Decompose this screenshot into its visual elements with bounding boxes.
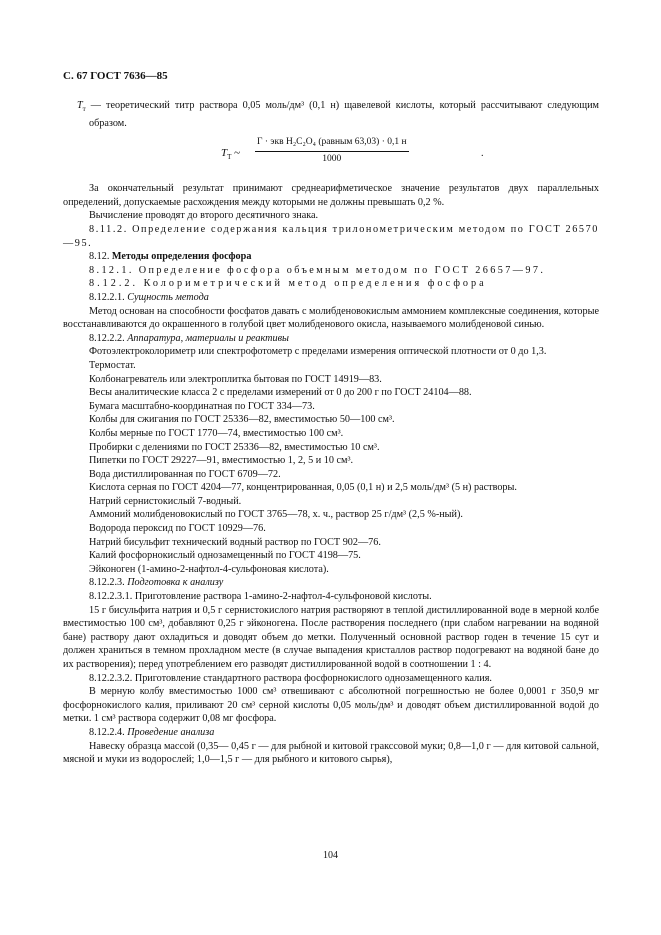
section-number: 8.12.2.2.	[89, 332, 128, 344]
symbol-t: Т	[77, 100, 83, 111]
list-item: Пробирки с делениями по ГОСТ 25336—82, вместимостью 10 см³.	[89, 441, 380, 453]
section-8-12-2-3	[63, 576, 599, 590]
definition-tt	[63, 99, 599, 130]
paragraph-calc: Вычисление проводят до второго десятичного знака.	[89, 210, 319, 222]
paragraph-method: Метод основан на способности фосфатов давать с молибденовокислым аммонием комплексные соединения, которые восстанавливаются до окрашенного в голубой цвет молибденового окисла, называемого молибденовой синью.	[63, 305, 599, 331]
list-item: Колбы мерные по ГОСТ 1770—74, вместимостью 100 см³.	[89, 427, 344, 439]
list-item: Натрий бисульфит технический водный раствор по ГОСТ 902—76.	[89, 536, 381, 548]
page-header: С. 67 ГОСТ 7636—85	[63, 70, 168, 82]
symbol-t-sub: т	[82, 105, 86, 114]
section-8-11-2: 8.11.2. Определение содержания кальция трилонометрическим методом по ГОСТ 26570—95.	[63, 224, 599, 249]
section-title: Аппаратура, материалы и реактивы	[127, 332, 289, 344]
list-item: Аммоний молибденовокислый по ГОСТ 3765—78, х. ч., раствор 25 г/дм³ (2,5 %-ный).	[89, 509, 463, 521]
section-title: Подготовка к анализу	[127, 577, 224, 589]
paragraph-standard-solution: В мерную колбу вместимостью 1000 см³ отвешивают с абсолютной погрешностью не более 0,0001 г 350,9 мг фосфорнокислого калия, приливают 20 см³ серной кислоты 0,05 моль/дм³ и доводят объем дистиллированной водой до метки. 1 см³ раствора содержит 0,08 мг фосфора.	[63, 686, 599, 725]
list-item: Калий фосфорнокислый однозамещенный по ГОСТ 4198—75.	[89, 550, 361, 562]
list-item: Колбонагреватель или электроплитка бытовая по ГОСТ 14919—83.	[89, 373, 382, 385]
list-item: Фотоэлектроколориметр или спектрофотометр с пределами измерения оптической плотности от 0 до 1,3.	[89, 346, 547, 358]
section-8-12-2-2	[63, 332, 599, 346]
formula-fraction	[255, 136, 409, 166]
formula-numerator: Г · экв H₂C₂O₄ (равным 63,03) · 0,1 н	[255, 136, 409, 152]
formula-denominator: 1000	[322, 153, 342, 164]
formula-symbol-sub: Т	[227, 153, 232, 162]
section-8-12-2-3-2: 8.12.2.3.2. Приготовление стандартного раствора фосфорнокислого однозамещенного калия.	[89, 672, 492, 684]
section-8-12-2-3-1: 8.12.2.3.1. Приготовление раствора 1-амино-2-нафтол-4-сульфоновой кислоты.	[89, 591, 432, 603]
section-title: Методы определения фосфора	[111, 251, 252, 263]
paragraph-analysis: Навеску образца массой (0,35— 0,45 г — для рыбной и китовой гракссовой муки; 0,8—1,0 г — для китовой сальной, мясной и муки из водорослей; 1,0—1,5 г — для рыбного и китового сырья),	[63, 740, 599, 766]
section-8-12-2-4	[63, 726, 599, 740]
list-item: Термостат.	[89, 359, 136, 371]
section-title: Проведение анализа	[127, 726, 215, 738]
formula-symbol: Т	[221, 147, 228, 160]
list-item: Натрий сернистокислый 7-водный.	[89, 495, 242, 507]
list-item: Весы аналитические класса 2 с пределами измерений от 0 до 200 г по ГОСТ 24104—88.	[89, 387, 472, 399]
section-number: 8.12.	[89, 251, 112, 263]
list-item: Водорода пероксид по ГОСТ 10929—76.	[89, 523, 266, 535]
section-8-12-1: 8.12.1. Определение фосфора объемным методом по ГОСТ 26657—97.	[89, 264, 546, 276]
formula-eq: ~	[231, 147, 241, 160]
formula-tail: .	[481, 148, 484, 160]
paragraph-solution-prep: 15 г бисульфита натрия и 0,5 г сернистокислого натрия растворяют в теплой дистиллированной воде в мерной колбе вместимостью 100 см³, добавляют 0,25 г эйконогена. После растворения последнего (при слабом нагревании на водяной бане) раствору дают охладиться и доводят объем до метки. Полученный основной раствор годен в течение 15 сут и должен храниться в темном прохладном месте (в случае выпадения кристаллов раствор подогревают на водяной бане до их растворения); перед употреблением его разводят дистиллированной водой в соотношении 1 : 4.	[63, 604, 599, 670]
formula-lhs	[221, 147, 240, 165]
section-8-12-2: 8.12.2. Колориметрический метод определения фосфора	[89, 278, 487, 290]
section-number: 8.12.2.4.	[89, 726, 128, 738]
section-number: 8.12.2.1.	[89, 291, 128, 303]
definition-text: — теоретический титр раствора 0,05 моль/дм³ (0,1 н) щавелевой кислоты, который рассчитывают следующим образом.	[85, 100, 599, 129]
section-8-12	[63, 250, 599, 264]
list-item: Эйконоген (1-амино-2-нафтол-4-сульфоновая кислота).	[89, 563, 329, 575]
titer-formula	[63, 136, 599, 174]
list-item: Вода дистиллированная по ГОСТ 6709—72.	[89, 468, 281, 480]
section-number: 8.12.2.3.	[89, 577, 128, 589]
document-body	[63, 99, 599, 767]
section-title: Сущность метода	[127, 291, 209, 303]
paragraph-result: За окончательный результат принимают среднеарифметическое значение результатов двух параллельных определений, допускаемые расхождения между которыми не должны превышать 0,2 %.	[63, 183, 599, 208]
list-item: Пипетки по ГОСТ 29227—91, вместимостью 1, 2, 5 и 10 см³.	[89, 455, 354, 467]
list-item: Кислота серная по ГОСТ 4204—77, концентрированная, 0,05 (0,1 н) и 2,5 моль/дм³ (5 н) растворы.	[89, 482, 517, 494]
list-item: Колбы для сжигания по ГОСТ 25336—82, вместимостью 50—100 см³.	[89, 414, 395, 426]
page-number: 104	[323, 850, 338, 861]
section-8-12-2-1	[63, 291, 599, 305]
list-item: Бумага масштабно-координатная по ГОСТ 334—73.	[89, 400, 315, 412]
